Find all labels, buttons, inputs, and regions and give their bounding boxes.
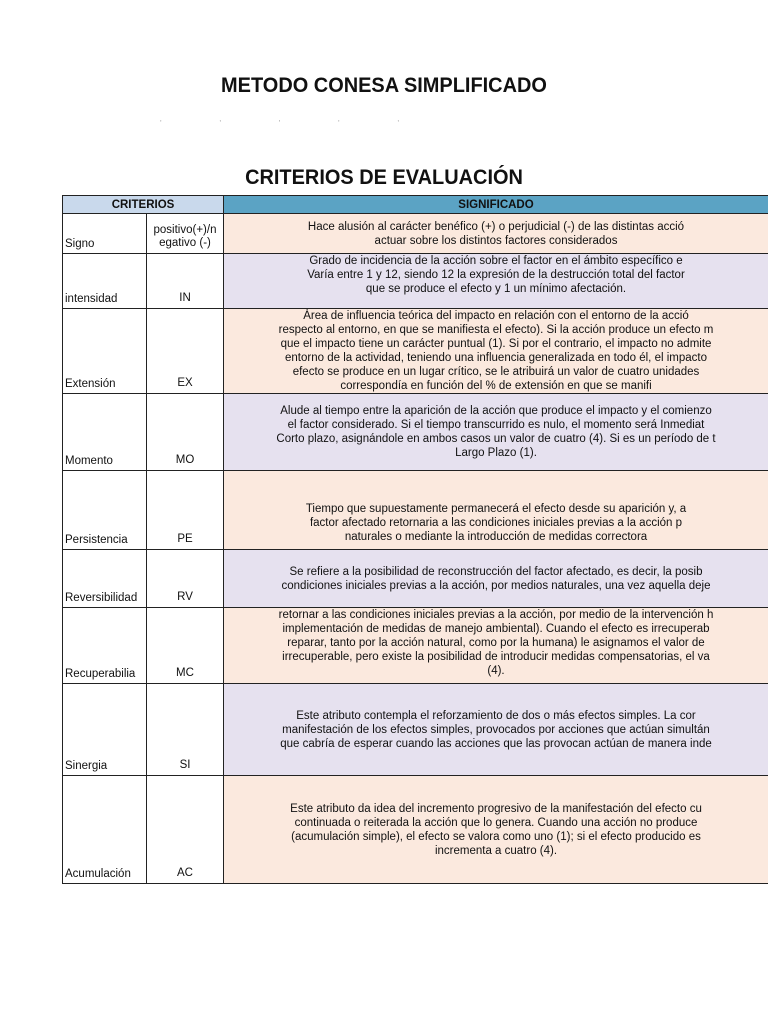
criterion-meaning: Este atributo da idea del incremento progresivo de la manifestación del efecto cu continuada o reiterada la acción que lo genera. Cuando una acción no produce (acumulación simple), el efecto se valora como uno (1); si el efecto producido es incrementa a cuatro (4). (224, 776, 768, 884)
criterion-meaning: Alude al tiempo entre la aparición de la acción que produce el impacto y el comienzo el factor considerado. Si el tiempo transcurrido es nulo, el momento será Inmediat Corto plazo, asignándole en ambos casos un valor de cuatro (4). Si es un período de t Largo Plazo (1). (224, 394, 768, 471)
table-header-row (63, 196, 768, 214)
criterion-meaning: Grado de incidencia de la acción sobre el factor en el ámbito específico e Varía entre 1 y 12, siendo 12 la expresión de la destrucción total del factor que se produce el efecto y 1 un mínimo afectación. (224, 254, 768, 309)
criterion-name: Signo (63, 214, 147, 254)
criterion-meaning: retornar a las condiciones iniciales previas a la acción, por medio de la intervención h implementación de medidas de manejo ambiental). Cuando el efecto es irrecuperab reparar, tanto por la acción natural, como por la humana) le asignamos el valor de irrecuperable, pero existe la posibilidad de introducir medidas compensatorias, el va (4). (224, 608, 768, 684)
criterion-code: PE (147, 471, 224, 550)
criterion-code: EX (147, 309, 224, 394)
criterion-code: IN (147, 254, 224, 309)
criterion-code: positivo(+)/n egativo (-) (147, 214, 224, 254)
criterion-meaning: Se refiere a la posibilidad de reconstrucción del factor afectado, es decir, la posib condiciones iniciales previas a la acción, por medios naturales, una vez aquella deje (224, 550, 768, 608)
criterion-name: intensidad (63, 254, 147, 309)
criterion-name: Extensión (63, 309, 147, 394)
document-title: METODO CONESA SIMPLIFICADO (221, 74, 547, 97)
criterion-name: Acumulación (63, 776, 147, 884)
table-row (63, 471, 768, 550)
criterion-code: AC (147, 776, 224, 884)
criterion-name: Persistencia (63, 471, 147, 550)
table-row (63, 394, 768, 471)
criterion-name: Reversibilidad (63, 550, 147, 608)
table-row (63, 608, 768, 684)
criterion-code: SI (147, 684, 224, 776)
table-row (63, 684, 768, 776)
table-row (63, 309, 768, 394)
criterion-code: MC (147, 608, 224, 684)
criteria-table (62, 195, 768, 884)
faded-text-line: , , , , , (160, 117, 428, 123)
criterion-code: RV (147, 550, 224, 608)
table-row (63, 214, 768, 254)
table-row (63, 550, 768, 608)
section-title: CRITERIOS DE EVALUACIÓN (245, 166, 523, 189)
criterion-meaning: Hace alusión al carácter benéfico (+) o perjudicial (-) de las distintas acció actuar sobre los distintos factores considerados (224, 214, 768, 254)
table-row (63, 254, 768, 309)
table-row (63, 776, 768, 884)
criterion-code: MO (147, 394, 224, 471)
criterion-name: Sinergia (63, 684, 147, 776)
criterion-name: Momento (63, 394, 147, 471)
criterion-meaning: Tiempo que supuestamente permanecerá el efecto desde su aparición y, a factor afectado retornaria a las condiciones iniciales previas a la acción p naturales o mediante la introducción de medidas correctora (224, 471, 768, 550)
criterion-meaning: Este atributo contempla el reforzamiento de dos o más efectos simples. La cor manifestación de los efectos simples, provocados por acciones que actúan simultán que cabría de esperar cuando las acciones que las provocan actúan de manera inde (224, 684, 768, 776)
header-criterios: CRITERIOS (63, 196, 224, 214)
criterion-meaning: Área de influencia teórica del impacto en relación con el entorno de la acció respecto al entorno, en que se manifiesta el efecto). Si la acción produce un efecto m que el impacto tiene un carácter puntual (1). Si por el contrario, el impacto no admite entorno de la actividad, teniendo una influencia generalizada en todo él, el impacto efecto se produce en un lugar crítico, se le atribuirá un valor de cuatro unidades correspondía en función del % de extensión en que se manifi (224, 309, 768, 394)
header-significado: SIGNIFICADO (224, 196, 768, 214)
criterion-name: Recuperabilia (63, 608, 147, 684)
